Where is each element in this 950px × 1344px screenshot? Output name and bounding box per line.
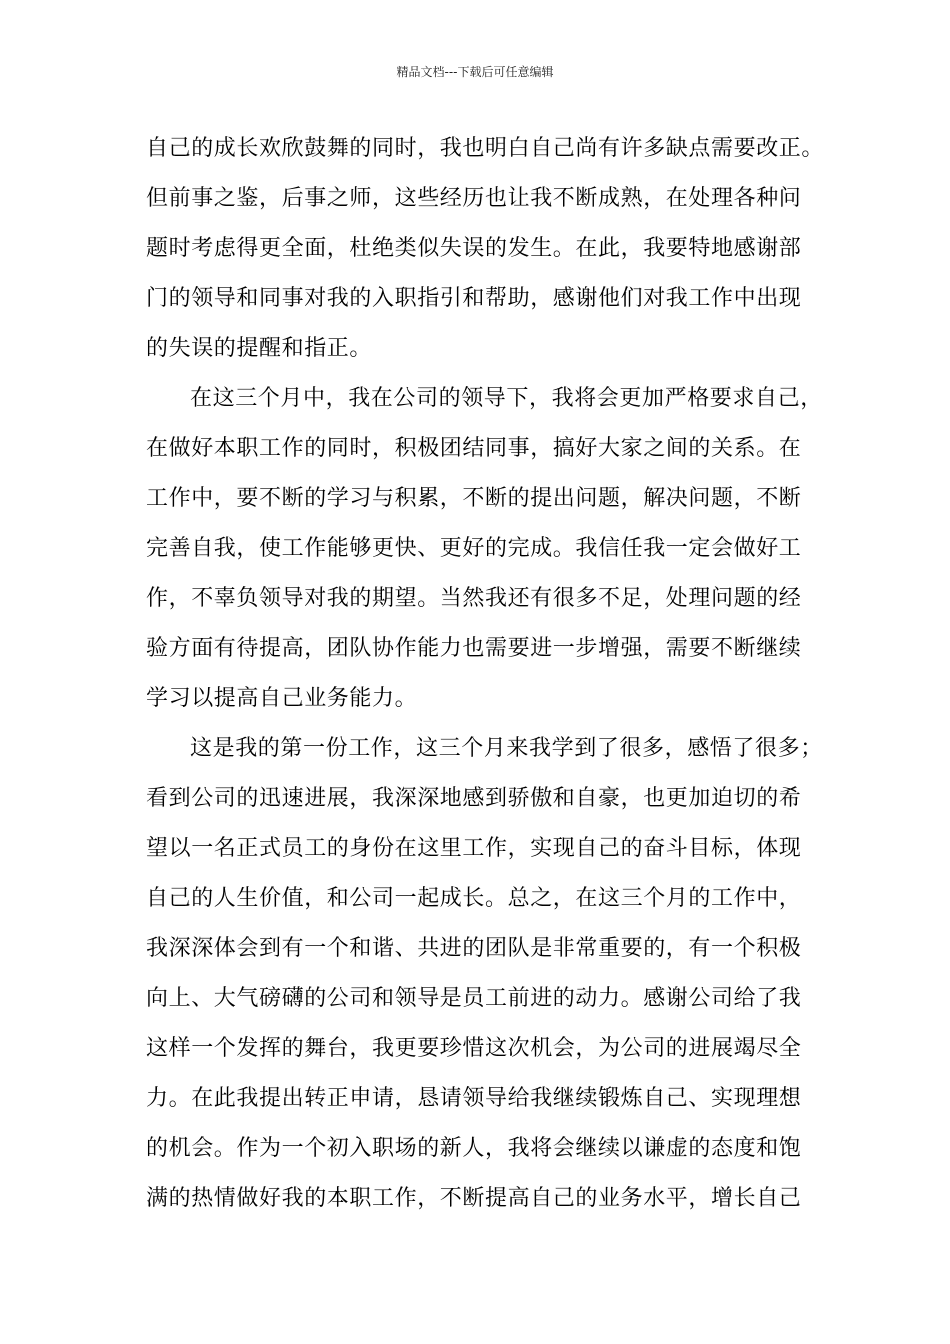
text-line: 这样一个发挥的舞台，我更要珍惜这次机会，为公司的进展竭尽全	[146, 1036, 802, 1061]
text-line: 但前事之鉴，后事之师，这些经历也让我不断成熟，在处理各种问	[146, 186, 802, 211]
text-line: 题时考虑得更全面，杜绝类似失误的发生。在此，我要特地感谢部	[146, 236, 802, 261]
text-line: 学习以提高自己业务能力。	[146, 686, 418, 711]
text-line: 作，不辜负领导对我的期望。当然我还有很多不足，处理问题的经	[146, 586, 802, 611]
text-line: 望以一名正式员工的身份在这里工作，实现自己的奋斗目标，体现	[146, 836, 802, 861]
text-line: 满的热情做好我的本职工作，不断提高自己的业务水平，增长自己	[146, 1186, 802, 1211]
text-line: 工作中，要不断的学习与积累，不断的提出问题，解决问题，不断	[146, 486, 802, 511]
text-line: 在做好本职工作的同时，积极团结同事，搞好大家之间的关系。在	[146, 436, 802, 461]
page-header: 精品文档---下载后可任意编辑	[396, 65, 554, 79]
text-line: 我深深体会到有一个和谐、共进的团队是非常重要的，有一个积极	[146, 936, 802, 961]
text-line: 门的领导和同事对我的入职指引和帮助，感谢他们对我工作中出现	[146, 286, 802, 311]
paragraph-first-line: 在这三个月中，我在公司的领导下，我将会更加严格要求自己，	[190, 386, 823, 411]
text-line: 向上、大气磅礴的公司和领导是员工前进的动力。感谢公司给了我	[146, 986, 802, 1011]
paragraph-first-line: 这是我的第一份工作，这三个月来我学到了很多，感悟了很多；	[190, 736, 823, 761]
text-line: 的机会。作为一个初入职场的新人，我将会继续以谦虚的态度和饱	[146, 1136, 802, 1161]
text-line: 自己的成长欢欣鼓舞的同时，我也明白自己尚有许多缺点需要改正。	[146, 136, 825, 161]
text-line: 自己的人生价值，和公司一起成长。总之，在这三个月的工作中，	[146, 886, 802, 911]
text-line: 力。在此我提出转正申请，恳请领导给我继续锻炼自己、实现理想	[146, 1086, 802, 1111]
text-line: 验方面有待提高，团队协作能力也需要进一步增强，需要不断继续	[146, 636, 802, 661]
text-line: 完善自我，使工作能够更快、更好的完成。我信任我一定会做好工	[146, 536, 802, 561]
text-line: 的失误的提醒和指正。	[146, 336, 373, 361]
text-line: 看到公司的迅速进展，我深深地感到骄傲和自豪，也更加迫切的希	[146, 786, 802, 811]
